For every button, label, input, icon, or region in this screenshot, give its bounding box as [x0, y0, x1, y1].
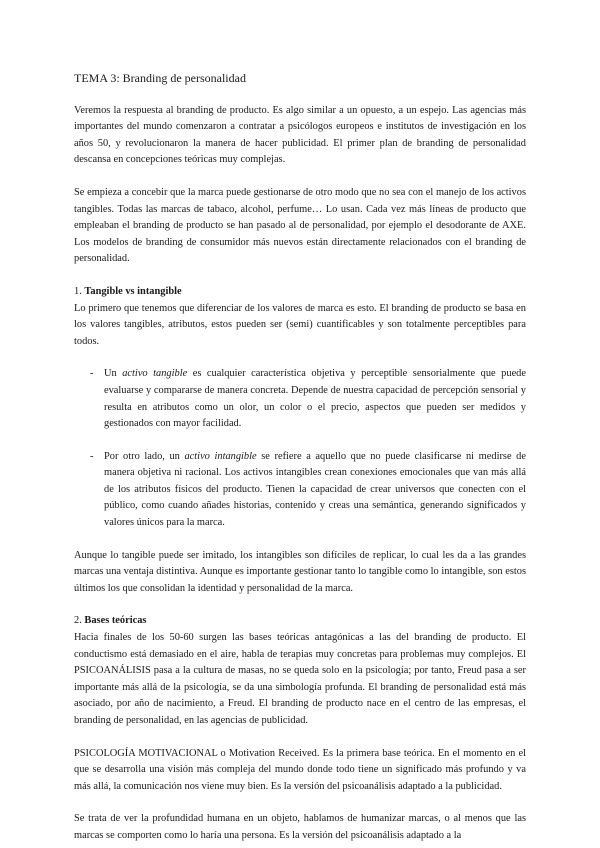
- section-1-number: 1.: [74, 285, 82, 297]
- bullet-dash: -: [90, 368, 94, 380]
- document-body: [74, 70, 526, 845]
- bullet-dash: -: [90, 450, 94, 462]
- list-item-text: es cualquier característica objetiva y perceptible sensorialmente que puede evaluarse y compararse de manera concreta. Depende de nuestra capacidad de percepción sensorial y resulta en atributos como un olor, un color o el precio, aspectos que pueden ser medidos y gestionados con mayor facilidad.: [104, 368, 526, 430]
- intro-paragraph-2: Se empieza a concebir que la marca puede gestionarse de otro modo que no sea con el manejo de los activos tangibles. Todas las marcas de tabaco, alcohol, perfume… Lo usan. Cada vez más líneas de producto que empleaban el branding de producto se han pasado al de personalidad, por ejemplo el desodorante de AXE. Los modelos de branding de consumidor más nuevos están directamente relacionados con el branding de personalidad.: [74, 186, 526, 265]
- term-activo-tangible: activo tangible: [122, 368, 188, 380]
- section-2-paragraph-3: Se trata de ver la profundidad humana en un objeto, hablamos de humanizar marcas, o al menos que las marcas se comporten como lo haría una persona. Es la versión del psicoanálisis adaptado a la: [74, 813, 526, 841]
- section-2-number: 2.: [74, 615, 82, 627]
- term-activo-intangible: activo intangible: [184, 450, 257, 462]
- section-2-title: Bases teóricas: [84, 615, 147, 627]
- section-2-paragraph-2: PSICOLOGÍA MOTIVACIONAL o Motivation Received. Es la primera base teórica. En el momento en el que se desarrolla una visión más compleja del mundo donde todo tiene un significado más profundo y va más allá, la comunicación nos viene muy bien. Es la versión del psicoanálisis adaptado a la publicidad.: [74, 747, 526, 792]
- section-2-paragraph-1: Hacia finales de los 50-60 surgen las bases teóricas antagónicas a las del branding de producto. El conductismo está demasiado en el aire, habla de terapias muy concretas para problemas muy complejos. El PSICOANÁLISIS pasa a la cultura de masas, no se queda solo en la psicología; por tanto, Freud pasa a ser importante más allá de la psicología, se da una simbología profunda. El branding de personalidad está más asociado, por año de nacimiento, a Freud. El branding de producto nace en el centro de las empresas, el branding de personalidad, en las agencias de publicidad.: [74, 632, 526, 726]
- intro-paragraph-1: Veremos la respuesta al branding de producto. Es algo similar a un opuesto, a un espejo. Las agencias más importantes del mundo comenzaron a contratar a psicólogos europeos e institutos de investigación en los años 50, y revolucionaron la manera de hacer publicidad. El primer plan de branding de personalidad descansa en concepciones teóricas muy complejas.: [74, 104, 526, 166]
- list-item-tangible: [74, 366, 526, 432]
- tangible-intangible-list: [74, 366, 526, 531]
- page-title: TEMA 3: Branding de personalidad: [74, 71, 246, 85]
- section-1-title: Tangible vs intangible: [84, 285, 182, 297]
- list-item-text: se refiere a aquello que no puede clasificarse ni medirse de manera objetiva ni racional. Los activos intangibles crean conexiones emocionales que van más allá de los atributos físicos del producto. Tienen la capacidad de crear universos que conecten con el público, como cuando añades historias, contenido y creas una semántica, generando significados y valores únicos para la marca.: [104, 450, 526, 529]
- list-item-intangible: [74, 449, 526, 532]
- section-2-heading: [74, 613, 526, 630]
- section-1-heading: [74, 284, 526, 301]
- list-item-text: Por otro lado, un: [104, 450, 185, 462]
- list-item-text: Un: [104, 368, 123, 380]
- section-1-intro: Lo primero que tenemos que diferenciar de los valores de marca es esto. El branding de producto se basa en los valores tangibles, atributos, estos pueden ser (semi) cuantificables y son totalmente perceptibles para todos.: [74, 302, 526, 347]
- section-1-outro: Aunque lo tangible puede ser imitado, los intangibles son difíciles de replicar, lo cual les da a las grandes marcas una ventaja distintiva. Aunque es importante gestionar tanto lo tangible como lo intangible, son estos últimos los que consolidan la identidad y personalidad de la marca.: [74, 549, 526, 594]
